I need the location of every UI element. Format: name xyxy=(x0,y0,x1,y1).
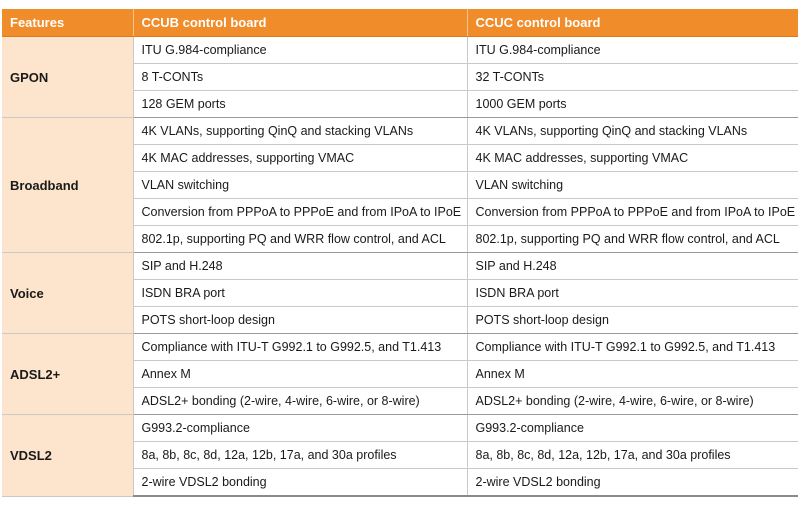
ccub-cell: ISDN BRA port xyxy=(133,280,467,307)
ccub-cell: SIP and H.248 xyxy=(133,253,467,280)
ccub-cell: G993.2-compliance xyxy=(133,415,467,442)
feature-group-label: GPON xyxy=(2,37,133,118)
ccuc-cell: ADSL2+ bonding (2-wire, 4-wire, 6-wire, or 8-wire) xyxy=(467,388,798,415)
table-row xyxy=(2,334,798,361)
ccuc-cell: G993.2-compliance xyxy=(467,415,798,442)
ccuc-cell: POTS short-loop design xyxy=(467,307,798,334)
header-row xyxy=(2,9,798,37)
ccub-cell: 4K MAC addresses, supporting VMAC xyxy=(133,145,467,172)
header-features: Features xyxy=(2,9,133,37)
ccuc-cell: 4K MAC addresses, supporting VMAC xyxy=(467,145,798,172)
ccuc-cell: ISDN BRA port xyxy=(467,280,798,307)
header-ccuc: CCUC control board xyxy=(467,9,798,37)
ccub-cell: 802.1p, supporting PQ and WRR flow control, and ACL xyxy=(133,226,467,253)
table-header xyxy=(2,9,798,37)
ccub-cell: 8 T-CONTs xyxy=(133,64,467,91)
table-body xyxy=(2,37,798,497)
ccuc-cell: 2-wire VDSL2 bonding xyxy=(467,469,798,497)
table-row xyxy=(2,37,798,64)
ccub-cell: Compliance with ITU-T G992.1 to G992.5, and T1.413 xyxy=(133,334,467,361)
ccuc-cell: Compliance with ITU-T G992.1 to G992.5, and T1.413 xyxy=(467,334,798,361)
ccuc-cell: Annex M xyxy=(467,361,798,388)
ccub-cell: POTS short-loop design xyxy=(133,307,467,334)
ccub-cell: VLAN switching xyxy=(133,172,467,199)
ccub-cell: ITU G.984-compliance xyxy=(133,37,467,64)
ccuc-cell: 4K VLANs, supporting QinQ and stacking VLANs xyxy=(467,118,798,145)
feature-group-label: VDSL2 xyxy=(2,415,133,497)
ccuc-cell: Conversion from PPPoA to PPPoE and from IPoA to IPoE xyxy=(467,199,798,226)
ccuc-cell: VLAN switching xyxy=(467,172,798,199)
ccub-cell: 4K VLANs, supporting QinQ and stacking VLANs xyxy=(133,118,467,145)
ccub-cell: 8a, 8b, 8c, 8d, 12a, 12b, 17a, and 30a profiles xyxy=(133,442,467,469)
ccub-cell: ADSL2+ bonding (2-wire, 4-wire, 6-wire, or 8-wire) xyxy=(133,388,467,415)
ccub-cell: 2-wire VDSL2 bonding xyxy=(133,469,467,497)
feature-group-label: Broadband xyxy=(2,118,133,253)
ccub-cell: Conversion from PPPoA to PPPoE and from IPoA to IPoE xyxy=(133,199,467,226)
feature-group-label: Voice xyxy=(2,253,133,334)
ccuc-cell: 802.1p, supporting PQ and WRR flow control, and ACL xyxy=(467,226,798,253)
ccuc-cell: SIP and H.248 xyxy=(467,253,798,280)
ccuc-cell: 32 T-CONTs xyxy=(467,64,798,91)
feature-group-label: ADSL2+ xyxy=(2,334,133,415)
table-row xyxy=(2,253,798,280)
table-row xyxy=(2,415,798,442)
ccub-cell: 128 GEM ports xyxy=(133,91,467,118)
ccub-cell: Annex M xyxy=(133,361,467,388)
header-ccub: CCUB control board xyxy=(133,9,467,37)
comparison-table xyxy=(2,9,798,497)
table-row xyxy=(2,118,798,145)
ccuc-cell: 8a, 8b, 8c, 8d, 12a, 12b, 17a, and 30a profiles xyxy=(467,442,798,469)
ccuc-cell: ITU G.984-compliance xyxy=(467,37,798,64)
ccuc-cell: 1000 GEM ports xyxy=(467,91,798,118)
